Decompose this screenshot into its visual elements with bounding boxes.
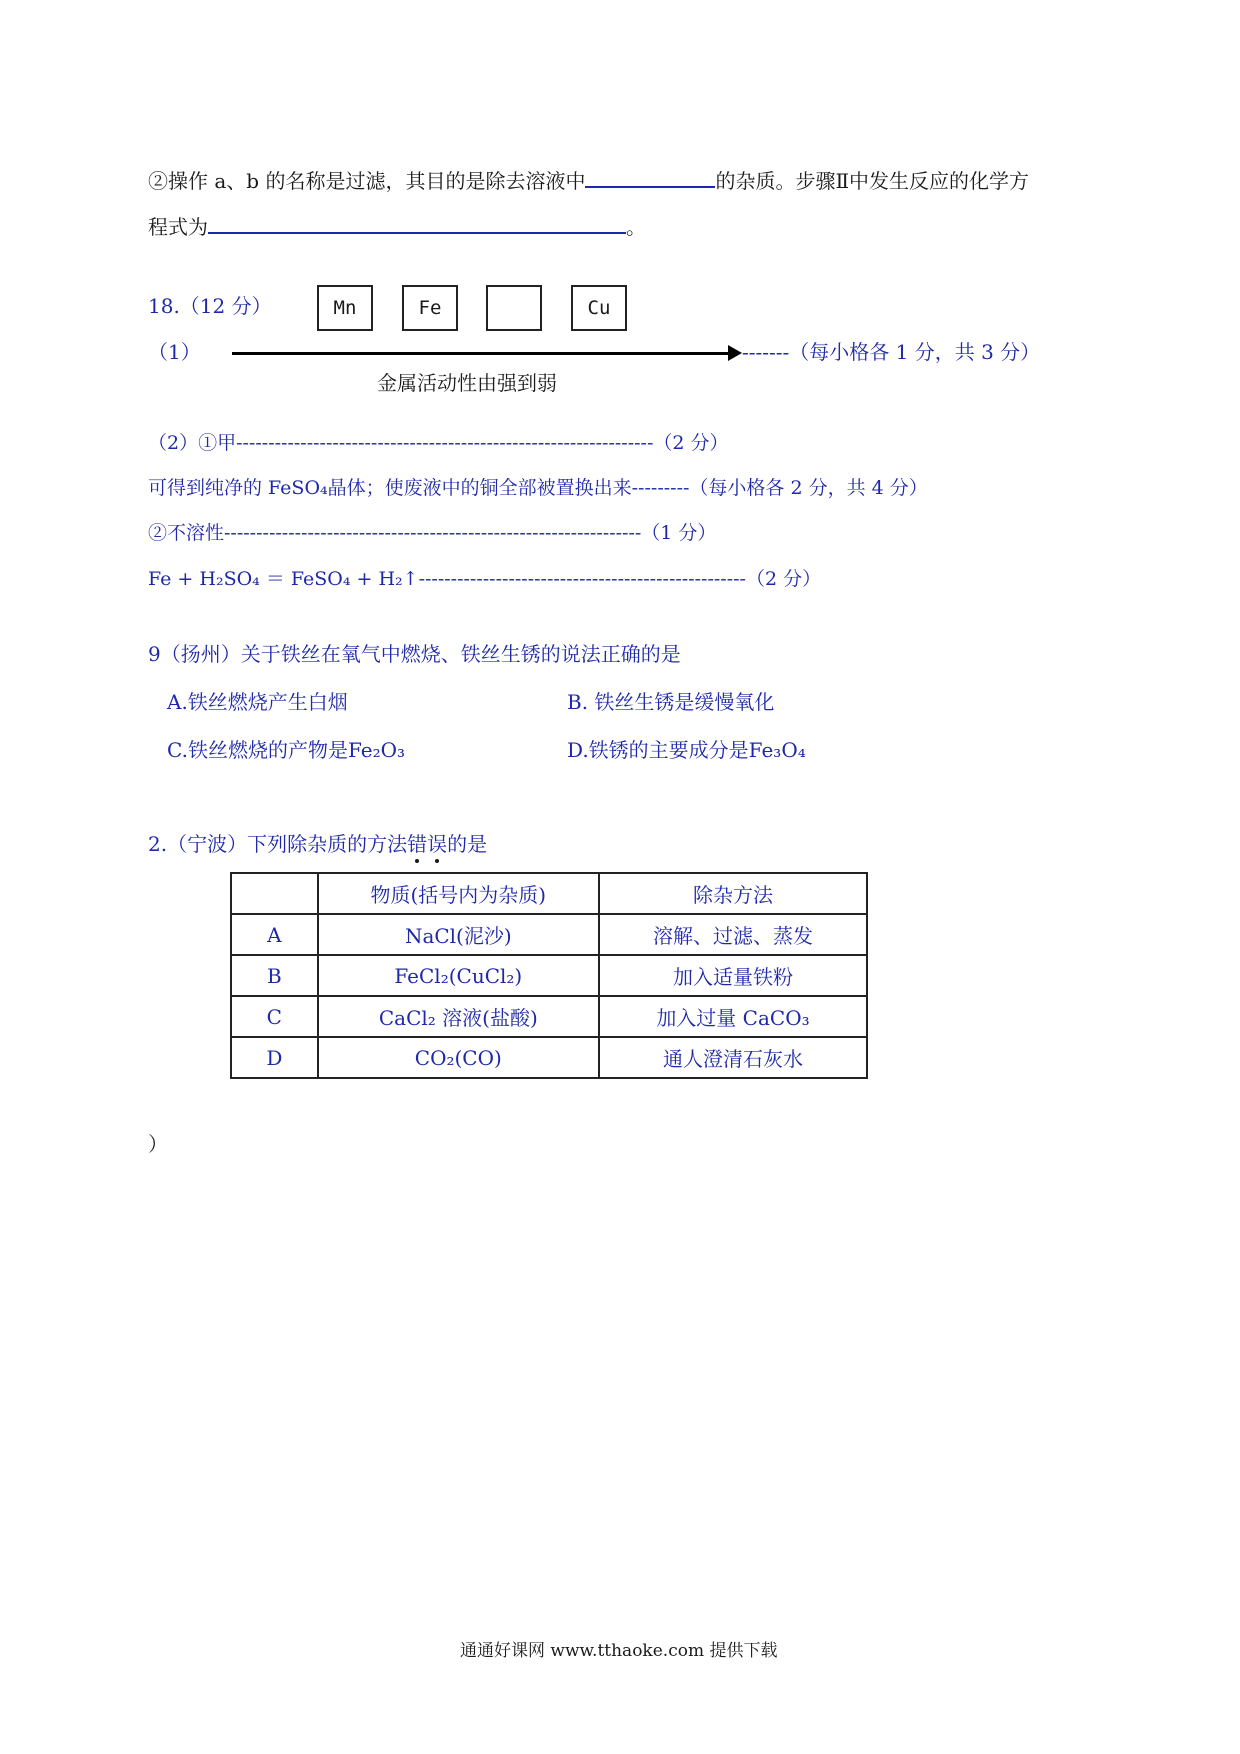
- q2-stem-before: 2.（宁波）下列除杂质的方法: [148, 832, 408, 856]
- table-header: [231, 873, 318, 914]
- emphasis-char: 误: [427, 832, 448, 856]
- q17-line1-after: 的杂质。步骤Ⅱ中发生反应的化学方: [715, 169, 1030, 193]
- q18-part1-label: （1）: [148, 340, 201, 364]
- table-cell: 通人澄清石灰水: [599, 1037, 867, 1078]
- q17-line1-before: ②操作 a、b 的名称是过滤，其目的是除去溶液中: [148, 169, 586, 193]
- activity-arrow-line: [232, 352, 732, 355]
- table-row: [231, 996, 867, 1037]
- table-row: [231, 955, 867, 996]
- arrow-caption: 金属活动性由强到弱: [377, 371, 557, 395]
- table-cell: 加入适量铁粉: [599, 955, 867, 996]
- table-cell: 加入过量 CaCO₃: [599, 996, 867, 1037]
- footer-text: 通通好课网 www.tthaoke.com 提供下载: [460, 1641, 778, 1661]
- closing-paren: ）: [148, 1132, 168, 1156]
- q18-header: 18.（12 分）: [148, 294, 272, 318]
- metal-box-cu: Cu: [571, 285, 627, 331]
- q9-option-b[interactable]: B. 铁丝生锈是缓慢氧化: [567, 690, 775, 714]
- table-cell: B: [231, 955, 318, 996]
- q18-part2-line3: ②不溶性-----------------------------------------------------------------（1 分）: [148, 522, 717, 544]
- table-cell: CO₂(CO): [318, 1037, 599, 1078]
- table-cell: A: [231, 914, 318, 955]
- q9-stem: 9（扬州）关于铁丝在氧气中燃烧、铁丝生锈的说法正确的是: [148, 642, 681, 666]
- metal-box-fe: Fe: [402, 285, 458, 331]
- metal-box-blank: [486, 285, 542, 331]
- table-cell: D: [231, 1037, 318, 1078]
- table-row: [231, 1037, 867, 1078]
- table-row: [231, 914, 867, 955]
- q9-option-c[interactable]: C.铁丝燃烧的产物是Fe₂O₃: [167, 738, 405, 762]
- equation-blank[interactable]: [208, 214, 626, 234]
- table-cell: FeCl₂(CuCl₂): [318, 955, 599, 996]
- q18-part2-line2: 可得到纯净的 FeSO₄晶体；使废液中的铜全部被置换出来---------（每小格各 2 分，共 4 分）: [148, 477, 928, 499]
- table-cell: NaCl(泥沙): [318, 914, 599, 955]
- q17-line2: [148, 211, 646, 240]
- q17-line1: [148, 165, 1029, 194]
- metal-box-mn: Mn: [317, 285, 373, 331]
- q18-part1-score: -------（每小格各 1 分，共 3 分）: [742, 340, 1041, 364]
- impurity-table: [230, 872, 868, 1079]
- q2-stem-after: 的是: [447, 832, 488, 856]
- table-header: 除杂方法: [599, 873, 867, 914]
- q9-option-a[interactable]: A.铁丝燃烧产生白烟: [167, 690, 348, 714]
- table-header: 物质(括号内为杂质): [318, 873, 599, 914]
- q17-line2-before: 程式为: [148, 215, 208, 239]
- emphasis-char: 错: [407, 832, 428, 856]
- q18-part2-line4: Fe + H₂SO₄ ＝ FeSO₄ + H₂↑---------------------------------------------------（2 分）: [148, 568, 822, 590]
- table-cell: 溶解、过滤、蒸发: [599, 914, 867, 955]
- q17-line2-after: 。: [626, 215, 646, 239]
- arrow-head-icon: [728, 345, 742, 361]
- answer-blank[interactable]: [585, 168, 715, 188]
- table-cell: C: [231, 996, 318, 1037]
- table-cell: CaCl₂ 溶液(盐酸): [318, 996, 599, 1037]
- q9-option-d[interactable]: D.铁锈的主要成分是Fe₃O₄: [567, 738, 806, 762]
- q18-part2-line1: （2）①甲-----------------------------------------------------------------（2 分）: [148, 432, 729, 454]
- table-header-row: [231, 873, 867, 914]
- q2-stem: [148, 828, 487, 857]
